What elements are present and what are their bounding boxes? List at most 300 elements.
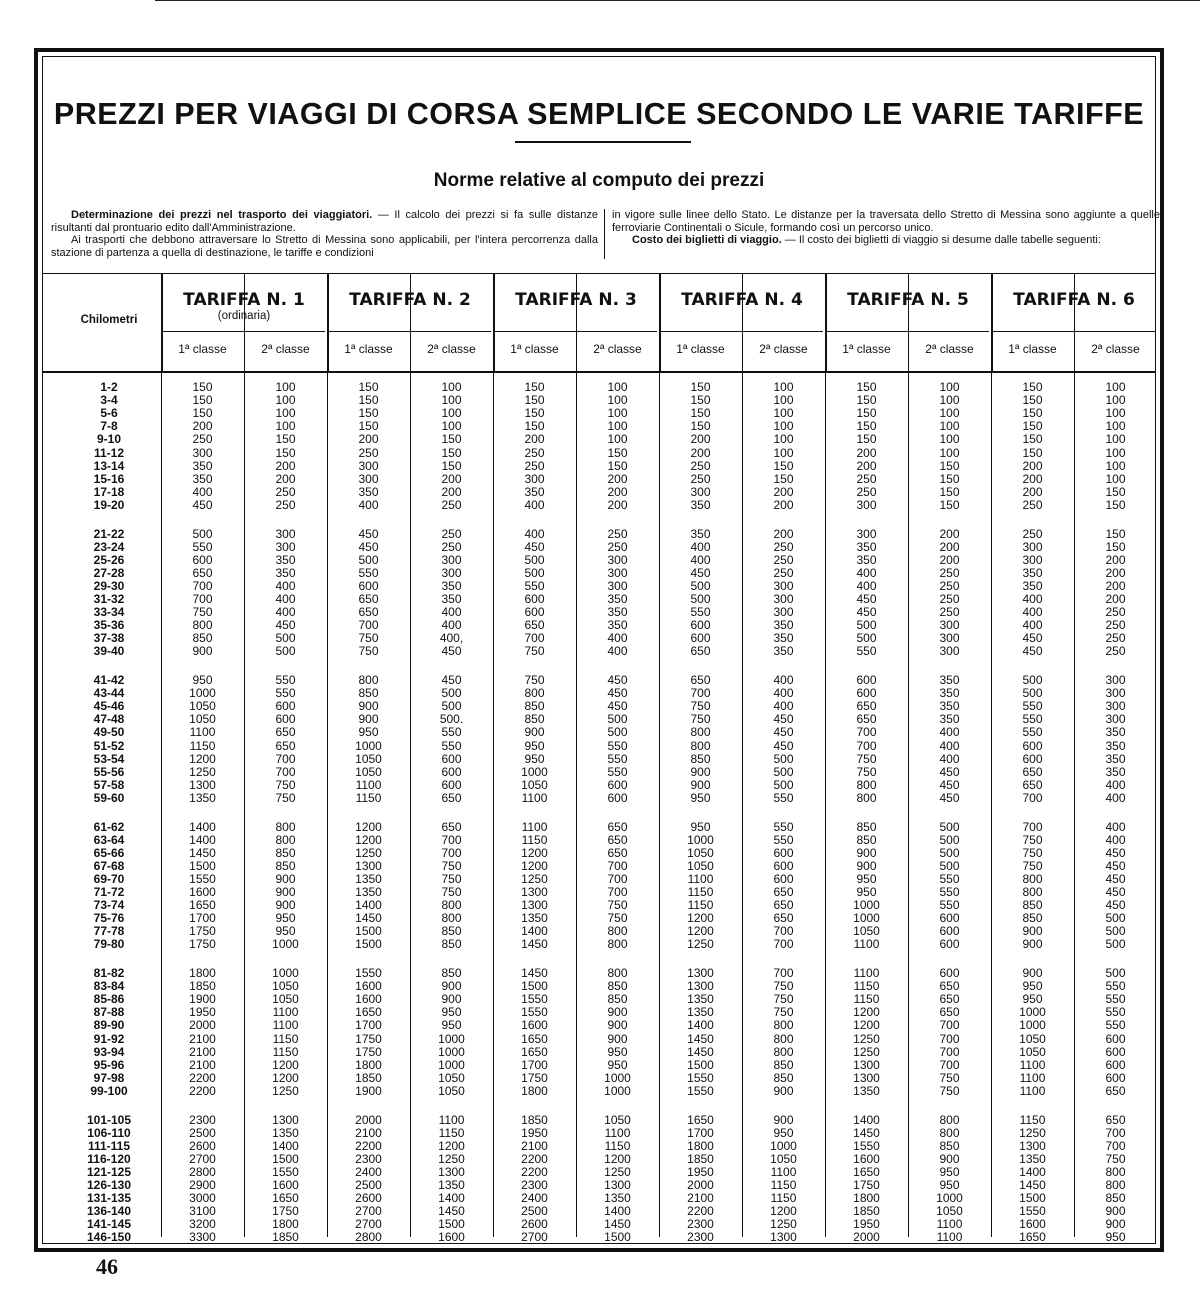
fare-value: 1800 xyxy=(853,1191,880,1206)
fare-value: 1200 xyxy=(272,1057,299,1072)
km-range: 7-8 xyxy=(100,419,118,434)
fare-value: 600 xyxy=(358,578,379,593)
fare-value: 150 xyxy=(358,393,379,408)
class-header-2: 2ª classe xyxy=(593,342,642,356)
fare-value: 1050 xyxy=(1019,1044,1046,1059)
table-row xyxy=(43,1019,1155,1032)
fare-value: 350 xyxy=(275,552,296,567)
fare-value: 400 xyxy=(275,605,296,620)
table-row xyxy=(43,1059,1155,1072)
fare-value: 450 xyxy=(607,673,628,687)
km-range: 141-145 xyxy=(86,1217,132,1232)
fare-value: 250 xyxy=(1105,644,1126,659)
fare-value: 600 xyxy=(856,686,877,701)
fare-value: 1150 xyxy=(272,1031,299,1046)
fare-value: 700 xyxy=(1105,1138,1126,1153)
fare-value: 1000 xyxy=(853,898,880,913)
fare-value: 600 xyxy=(1105,1031,1126,1046)
fare-value: 1300 xyxy=(189,777,216,792)
table-row xyxy=(43,740,1155,753)
fare-value: 2000 xyxy=(687,1178,714,1192)
fare-value: 150 xyxy=(607,458,628,473)
fare-value: 550 xyxy=(773,819,794,834)
fare-value: 2700 xyxy=(521,1230,548,1245)
fare-value: 650 xyxy=(773,885,794,899)
fare-value: 400 xyxy=(939,725,960,740)
fare-value: 550 xyxy=(773,832,794,847)
intro-divider xyxy=(604,209,605,259)
km-range: 9-10 xyxy=(96,432,122,447)
fare-value: 200 xyxy=(690,432,711,447)
fare-value: 2600 xyxy=(189,1138,216,1153)
fare-value: 800 xyxy=(441,911,462,926)
fare-value: 1650 xyxy=(189,898,216,913)
fare-value: 1100 xyxy=(521,790,548,805)
fare-value: 500 xyxy=(1022,673,1043,687)
fare-value: 800 xyxy=(524,686,545,701)
fare-value: 1250 xyxy=(853,1044,880,1059)
fare-value: 250 xyxy=(441,526,462,541)
fare-value: 400 xyxy=(690,539,711,554)
fare-value: 1500 xyxy=(521,979,548,994)
table-row xyxy=(43,1231,1155,1244)
fare-value: 1500 xyxy=(604,1230,631,1245)
fare-value: 1300 xyxy=(604,1178,631,1192)
fare-value: 1550 xyxy=(189,871,216,886)
fare-value: 450 xyxy=(1105,898,1126,913)
fare-value: 350 xyxy=(275,565,296,580)
fare-value: 350 xyxy=(607,605,628,620)
fare-value: 1600 xyxy=(1019,1217,1046,1232)
fare-value: 350 xyxy=(192,458,213,473)
fare-value: 800 xyxy=(773,1018,794,1033)
fare-value: 950 xyxy=(441,1018,462,1033)
fare-value: 150 xyxy=(358,419,379,434)
fare-value: 600 xyxy=(856,673,877,687)
fare-value: 800 xyxy=(939,1112,960,1127)
fare-value: 700 xyxy=(275,764,296,779)
fare-value: 1800 xyxy=(687,1138,714,1153)
fare-value: 1550 xyxy=(521,1005,548,1020)
table-row xyxy=(43,541,1155,554)
fare-value: 100 xyxy=(773,380,794,394)
fare-value: 500 xyxy=(192,526,213,541)
fare-value: 850 xyxy=(441,937,462,952)
fare-value: 1550 xyxy=(853,1138,880,1153)
fare-value: 1100 xyxy=(936,1230,963,1245)
fare-value: 2400 xyxy=(355,1164,382,1179)
fare-value: 300 xyxy=(1022,552,1043,567)
fare-value: 1050 xyxy=(687,858,714,873)
km-range: 11-12 xyxy=(93,445,125,460)
fare-value: 550 xyxy=(524,578,545,593)
fare-value: 100 xyxy=(275,406,296,421)
fare-value: 1100 xyxy=(189,725,216,740)
fare-value: 200 xyxy=(1105,565,1126,580)
fare-value: 1350 xyxy=(189,790,216,805)
class-header-1: 1ª classe xyxy=(510,342,559,356)
fare-value: 600 xyxy=(773,871,794,886)
class-header-2: 2ª classe xyxy=(1091,342,1140,356)
intro-paragraph-2: Ai trasporti che debbono attraversare lo Stretto di Messina sono applicabili, per l'intera percorrenza dalla stazione di partenza a quella di destinazione, le tariffe e condizioni xyxy=(51,234,598,259)
fare-value: 750 xyxy=(1105,1151,1126,1166)
intro-right-column xyxy=(612,209,1160,247)
fare-value: 1500 xyxy=(355,937,382,952)
fare-value: 1350 xyxy=(687,992,714,1007)
fare-value: 1300 xyxy=(853,1070,880,1085)
fare-value: 300 xyxy=(1105,712,1126,727)
fare-value: 1050 xyxy=(189,712,216,727)
fare-value: 100 xyxy=(1105,432,1126,447)
fare-value: 1850 xyxy=(521,1112,548,1127)
fare-value: 750 xyxy=(690,712,711,727)
fare-value: 400 xyxy=(607,631,628,646)
fare-value: 1400 xyxy=(272,1138,299,1153)
fare-value: 150 xyxy=(856,393,877,408)
fare-value: 1200 xyxy=(272,1070,299,1085)
tariff-title: TARIFFA N. 2 xyxy=(349,290,471,310)
km-range: 146-150 xyxy=(86,1230,132,1245)
fare-value: 550 xyxy=(939,898,960,913)
tariff-subtitle: (ordinaria) xyxy=(217,310,271,322)
fare-value: 700 xyxy=(1022,790,1043,805)
fare-value: 800 xyxy=(773,1031,794,1046)
fare-value: 450 xyxy=(773,712,794,727)
fare-value: 850 xyxy=(1022,911,1043,926)
tariff-title: TARIFFA N. 1 xyxy=(183,290,305,310)
fare-value: 200 xyxy=(275,471,296,486)
km-range: 126-130 xyxy=(86,1178,132,1192)
fare-value: 550 xyxy=(441,738,462,753)
fare-value: 150 xyxy=(939,497,960,512)
fare-value: 2500 xyxy=(521,1204,548,1219)
fare-value: 150 xyxy=(358,406,379,421)
fare-value: 1150 xyxy=(853,979,880,994)
fare-value: 550 xyxy=(1105,992,1126,1007)
fare-value: 500 xyxy=(690,592,711,606)
fare-value: 450 xyxy=(358,526,379,541)
fare-value: 1900 xyxy=(355,1083,382,1098)
fare-value: 1150 xyxy=(687,898,714,913)
fare-value: 400 xyxy=(773,673,794,687)
fare-value: 200 xyxy=(192,419,213,434)
column-divider-header xyxy=(991,274,993,371)
fare-value: 550 xyxy=(607,738,628,753)
fare-value: 2500 xyxy=(189,1125,216,1140)
class-header-1: 1ª classe xyxy=(178,342,227,356)
fare-value: 650 xyxy=(275,738,296,753)
fare-value: 2200 xyxy=(521,1151,548,1166)
fare-value: 1050 xyxy=(438,1083,465,1098)
fare-value: 2800 xyxy=(355,1230,382,1245)
fare-value: 750 xyxy=(275,777,296,792)
fare-value: 700 xyxy=(939,1018,960,1033)
fare-value: 450 xyxy=(690,565,711,580)
fare-value: 1000 xyxy=(438,1031,465,1046)
fare-value: 1300 xyxy=(687,966,714,980)
fare-value: 950 xyxy=(358,725,379,740)
fare-value: 200 xyxy=(939,552,960,567)
fare-value: 2700 xyxy=(355,1217,382,1232)
fare-value: 1150 xyxy=(1019,1112,1046,1127)
fare-value: 2100 xyxy=(521,1138,548,1153)
fare-value: 850 xyxy=(524,699,545,714)
fare-value: 1400 xyxy=(189,832,216,847)
km-range: 13-14 xyxy=(93,458,125,473)
fare-value: 300 xyxy=(607,578,628,593)
table-header-rule xyxy=(43,371,1155,373)
fare-value: 600 xyxy=(275,699,296,714)
fare-value: 200 xyxy=(1105,578,1126,593)
fare-value: 1350 xyxy=(521,911,548,926)
fare-value: 700 xyxy=(1022,819,1043,834)
fare-value: 900 xyxy=(690,777,711,792)
fare-value: 400 xyxy=(1022,592,1043,606)
fare-value: 900 xyxy=(607,1018,628,1033)
fare-value: 1100 xyxy=(770,1164,797,1179)
fare-value: 100 xyxy=(773,419,794,434)
fare-value: 2200 xyxy=(687,1204,714,1219)
fare-value: 1450 xyxy=(189,845,216,860)
fare-value: 650 xyxy=(939,1005,960,1020)
fare-value: 1300 xyxy=(687,979,714,994)
fare-value: 150 xyxy=(690,406,711,421)
fare-value: 1000 xyxy=(438,1057,465,1072)
fare-value: 1050 xyxy=(438,1070,465,1085)
fare-value: 1800 xyxy=(521,1083,548,1098)
fare-value: 950 xyxy=(856,885,877,899)
table-row xyxy=(43,726,1155,739)
fare-value: 500 xyxy=(773,764,794,779)
km-range: 63-64 xyxy=(93,832,125,847)
fare-value: 1400 xyxy=(355,898,382,913)
fare-value: 350 xyxy=(1105,764,1126,779)
fare-value: 250 xyxy=(690,471,711,486)
fare-value: 300 xyxy=(939,644,960,659)
km-range: 79-80 xyxy=(93,937,125,952)
fare-value: 700 xyxy=(607,858,628,873)
fare-value: 1700 xyxy=(521,1057,548,1072)
fare-value: 750 xyxy=(358,631,379,646)
class-header-1: 1ª classe xyxy=(842,342,891,356)
fare-value: 1100 xyxy=(853,966,880,980)
fare-value: 850 xyxy=(275,845,296,860)
fare-value: 300 xyxy=(358,458,379,473)
fare-value: 1150 xyxy=(687,885,714,899)
fare-value: 850 xyxy=(773,1057,794,1072)
fare-value: 350 xyxy=(939,699,960,714)
fare-value: 1350 xyxy=(687,1005,714,1020)
fare-value: 650 xyxy=(441,819,462,834)
fare-value: 250 xyxy=(441,539,462,554)
fare-value: 650 xyxy=(1022,764,1043,779)
fare-value: 1750 xyxy=(355,1031,382,1046)
fare-value: 1400 xyxy=(189,819,216,834)
fare-value: 700 xyxy=(856,725,877,740)
fare-value: 1450 xyxy=(521,966,548,980)
fare-value: 1850 xyxy=(853,1204,880,1219)
fare-value: 300 xyxy=(773,578,794,593)
fare-value: 500 xyxy=(856,618,877,633)
fare-value: 500 xyxy=(939,819,960,834)
table-row xyxy=(43,1072,1155,1085)
km-range: 116-120 xyxy=(87,1151,131,1166)
fare-value: 1150 xyxy=(355,790,382,805)
fare-value: 2700 xyxy=(189,1151,216,1166)
fare-value: 700 xyxy=(690,686,711,701)
table-row xyxy=(43,486,1155,499)
fare-value: 200 xyxy=(939,526,960,541)
fare-value: 100 xyxy=(939,445,960,460)
fare-value: 750 xyxy=(607,911,628,926)
fare-value: 1850 xyxy=(189,979,216,994)
page-title: PREZZI PER VIAGGI DI CORSA SEMPLICE SECONDO LE VARIE TARIFFE xyxy=(53,97,1145,131)
fare-value: 350 xyxy=(773,631,794,646)
fare-value: 150 xyxy=(690,419,711,434)
fare-value: 2400 xyxy=(521,1191,548,1206)
fare-value: 650 xyxy=(773,898,794,913)
fare-value: 200 xyxy=(275,458,296,473)
table-row xyxy=(43,499,1155,512)
fare-value: 500 xyxy=(275,631,296,646)
fare-value: 1700 xyxy=(189,911,216,926)
fare-value: 900 xyxy=(192,644,213,659)
fare-value: 1300 xyxy=(521,898,548,913)
fare-value: 100 xyxy=(773,393,794,408)
fare-value: 500 xyxy=(1105,937,1126,952)
fare-value: 1000 xyxy=(1019,1018,1046,1033)
table-row xyxy=(43,834,1155,847)
intro-text-tickets: — Il costo dei biglietti di viaggio si desume dalle tabelle seguenti: xyxy=(781,234,1101,247)
km-range: 101-105 xyxy=(86,1112,132,1127)
fare-value: 900 xyxy=(773,1083,794,1098)
fare-value: 600 xyxy=(192,552,213,567)
page-subtitle: Norme relative al computo dei prezzi xyxy=(433,170,765,191)
km-range: 37-38 xyxy=(93,631,125,646)
column-divider-header xyxy=(327,274,329,371)
fare-value: 650 xyxy=(773,911,794,926)
fare-value: 150 xyxy=(1105,539,1126,554)
fare-value: 400, xyxy=(439,631,464,646)
km-range: 91-92 xyxy=(93,1031,125,1046)
fare-value: 500 xyxy=(690,578,711,593)
fare-value: 1100 xyxy=(1019,1083,1046,1098)
fare-value: 450 xyxy=(441,644,462,659)
fare-value: 550 xyxy=(1105,1018,1126,1033)
fare-value: 400 xyxy=(1022,618,1043,633)
fare-value: 1100 xyxy=(604,1125,631,1140)
fare-value: 100 xyxy=(441,419,462,434)
fare-value: 650 xyxy=(441,790,462,805)
fare-value: 1200 xyxy=(853,1018,880,1033)
fare-value: 250 xyxy=(524,445,545,460)
fare-value: 1500 xyxy=(687,1057,714,1072)
fare-value: 2600 xyxy=(355,1191,382,1206)
fare-value: 700 xyxy=(441,845,462,860)
fare-value: 950 xyxy=(939,1164,960,1179)
column-divider-header xyxy=(825,274,827,371)
fare-value: 300 xyxy=(1105,673,1126,687)
fare-value: 1750 xyxy=(521,1070,548,1085)
table-row xyxy=(43,1046,1155,1059)
fare-value: 100 xyxy=(607,380,628,394)
fare-value: 600 xyxy=(607,790,628,805)
fare-value: 1200 xyxy=(853,1005,880,1020)
km-range: 1-2 xyxy=(100,380,118,394)
fare-value: 1150 xyxy=(189,738,216,753)
fare-value: 1150 xyxy=(521,832,548,847)
fare-value: 1550 xyxy=(355,966,382,980)
fare-value: 100 xyxy=(1105,458,1126,473)
fare-value: 1600 xyxy=(521,1018,548,1033)
fare-value: 250 xyxy=(441,497,462,512)
fare-value: 550 xyxy=(939,871,960,886)
fare-value: 150 xyxy=(441,445,462,460)
km-range: 136-140 xyxy=(86,1204,132,1219)
fare-value: 600 xyxy=(773,858,794,873)
km-range: 29-30 xyxy=(93,578,125,593)
fare-value: 1250 xyxy=(438,1151,465,1166)
fare-value: 150 xyxy=(856,432,877,447)
fare-value: 1050 xyxy=(853,924,880,939)
fare-value: 200 xyxy=(773,497,794,512)
fare-value: 250 xyxy=(939,565,960,580)
intro-paragraph-1 xyxy=(51,209,598,234)
fare-value: 200 xyxy=(1022,458,1043,473)
fare-value: 500 xyxy=(939,832,960,847)
fare-value: 2300 xyxy=(189,1112,216,1127)
fare-value: 500 xyxy=(939,845,960,860)
fare-value: 1150 xyxy=(770,1178,797,1192)
fare-value: 750 xyxy=(1022,845,1043,860)
km-range: 57-58 xyxy=(93,777,125,792)
tariff-title: TARIFFA N. 6 xyxy=(1013,290,1135,310)
tariff-rule xyxy=(661,331,823,332)
fare-value: 950 xyxy=(524,751,545,766)
intro-text-prices: — Il calcolo dei prezzi si fa sulle distanze risultanti dal prontuario edito dall'Amministrazione. xyxy=(51,209,599,234)
fare-value: 1700 xyxy=(355,1018,382,1033)
table-row xyxy=(43,460,1155,473)
intro-heading-prices: Determinazione dei prezzi nel trasporto dei viaggiatori. xyxy=(71,209,373,221)
page-number: 46 xyxy=(96,1254,118,1279)
fare-value: 1600 xyxy=(853,1151,880,1166)
fare-value: 1050 xyxy=(272,979,299,994)
fare-value: 1700 xyxy=(687,1125,714,1140)
fare-value: 250 xyxy=(939,578,960,593)
fare-value: 1050 xyxy=(770,1151,797,1166)
fare-value: 250 xyxy=(1105,618,1126,633)
fare-value: 600 xyxy=(524,605,545,620)
fare-value: 700 xyxy=(773,937,794,952)
fare-value: 1250 xyxy=(853,1031,880,1046)
fare-value: 300 xyxy=(441,552,462,567)
fare-value: 600 xyxy=(275,712,296,727)
fare-value: 650 xyxy=(607,845,628,860)
fare-value: 1050 xyxy=(521,777,548,792)
fare-value: 150 xyxy=(939,484,960,499)
fare-value: 650 xyxy=(939,992,960,1007)
fare-value: 150 xyxy=(192,380,213,394)
fare-value: 600 xyxy=(773,845,794,860)
fare-value: 500 xyxy=(358,552,379,567)
fare-value: 100 xyxy=(1105,419,1126,434)
fare-value: 550 xyxy=(773,790,794,805)
fare-value: 1650 xyxy=(687,1112,714,1127)
km-range: 89-90 xyxy=(93,1018,125,1033)
fare-value: 350 xyxy=(939,673,960,687)
fare-value: 1000 xyxy=(687,832,714,847)
fare-value: 350 xyxy=(1022,565,1043,580)
